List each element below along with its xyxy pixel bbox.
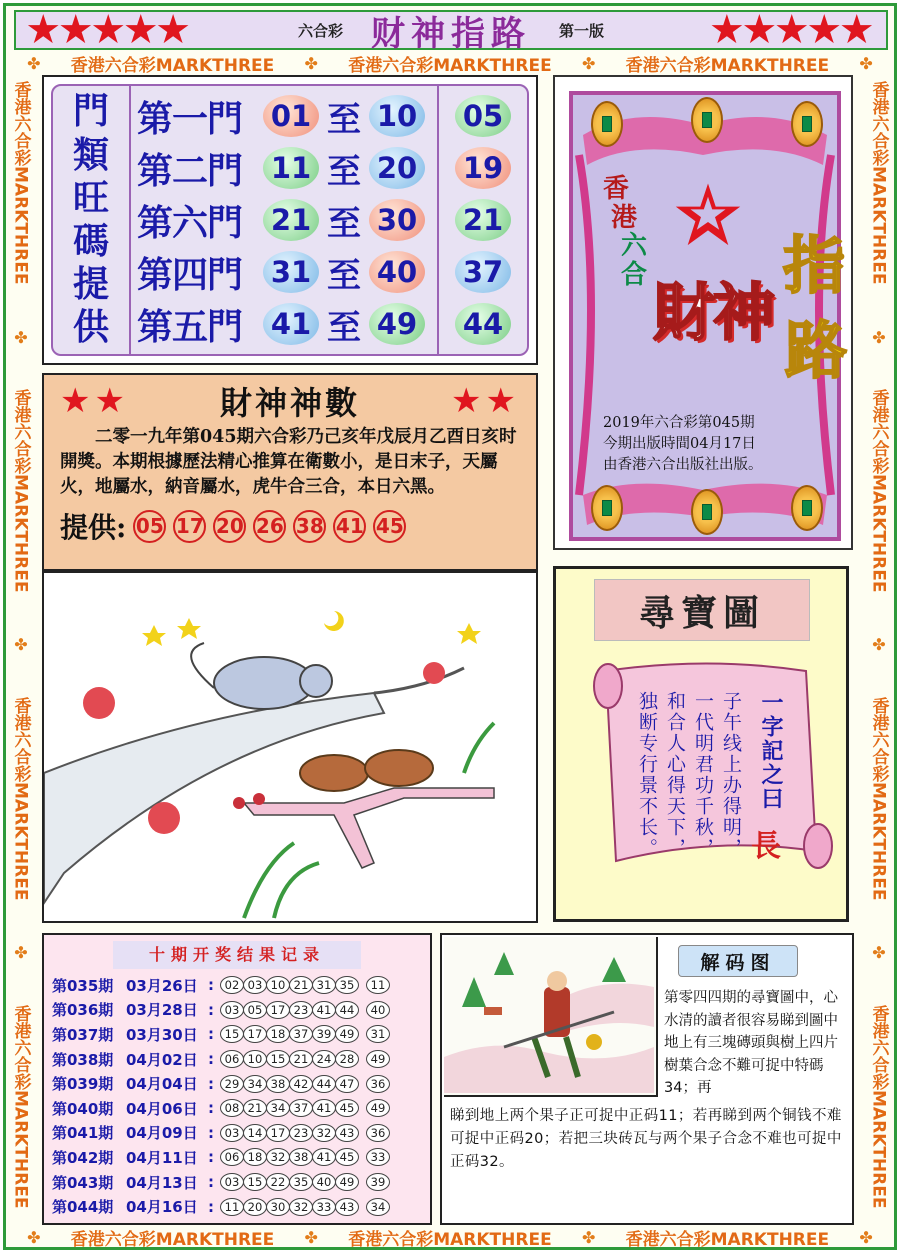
poster-info-line: 今期出版時間04月17日 xyxy=(603,436,756,453)
header-edition: 第一版 xyxy=(559,21,605,40)
clover-icon: ✤ xyxy=(304,1227,318,1247)
record-number: 15 xyxy=(243,1173,267,1191)
record-number: 49 xyxy=(335,1173,359,1191)
record-row xyxy=(52,1022,422,1047)
record-row xyxy=(52,1194,422,1219)
record-number: 21 xyxy=(289,976,313,994)
record-period: 第035期 xyxy=(52,976,114,995)
door-to-word: 至 xyxy=(327,151,361,192)
record-number: 47 xyxy=(335,1075,359,1093)
record-number: 37 xyxy=(289,1025,313,1043)
circled-number: 38 xyxy=(293,510,326,543)
number-ball: 40 xyxy=(369,251,425,293)
record-period: 第043期 xyxy=(52,1173,114,1192)
number-ball: 21 xyxy=(263,199,319,241)
border-text: 香港六合彩MARKTHREE xyxy=(10,389,31,593)
record-date: 04月02日 xyxy=(126,1050,198,1069)
record-number: 38 xyxy=(266,1075,290,1093)
clover-icon: ✤ xyxy=(14,635,28,655)
record-number: 35 xyxy=(289,1173,313,1191)
record-date: 04月09日 xyxy=(126,1124,198,1143)
record-number: 15 xyxy=(266,1050,290,1068)
record-special-number: 36 xyxy=(366,1075,390,1093)
poem-column: 一代明君功千秋， xyxy=(692,691,714,859)
record-date: 03月26日 xyxy=(126,976,198,995)
record-colon: : xyxy=(208,1025,214,1044)
record-number: 06 xyxy=(220,1148,244,1166)
clover-icon: ✤ xyxy=(14,943,28,963)
record-number: 34 xyxy=(266,1099,290,1117)
record-number: 21 xyxy=(289,1050,313,1068)
door-label-column xyxy=(53,86,131,354)
number-ball: 30 xyxy=(369,199,425,241)
record-number: 17 xyxy=(266,1001,290,1019)
clover-icon: ✤ xyxy=(581,1227,596,1247)
record-colon: : xyxy=(208,1123,214,1142)
record-number: 03 xyxy=(243,976,267,994)
coin-icon xyxy=(791,485,823,531)
number-ball: 41 xyxy=(263,303,319,345)
clover-icon: ✤ xyxy=(304,53,318,73)
number-ball: 20 xyxy=(369,147,425,189)
record-number: 29 xyxy=(220,1075,244,1093)
record-number: 30 xyxy=(266,1198,290,1216)
record-special-number: 40 xyxy=(366,1001,390,1019)
clover-icon: ✤ xyxy=(27,1227,41,1247)
record-number: 05 xyxy=(243,1001,267,1019)
record-period: 第041期 xyxy=(52,1124,114,1143)
record-special-number: 34 xyxy=(366,1198,390,1216)
record-number: 14 xyxy=(243,1124,267,1142)
shenshu-stars-right: ★★ xyxy=(451,381,520,421)
record-date: 04月16日 xyxy=(126,1198,198,1217)
record-colon: : xyxy=(208,1074,214,1093)
clover-icon: ✤ xyxy=(14,327,28,347)
record-row xyxy=(52,1121,422,1146)
record-row xyxy=(52,1096,422,1121)
record-period: 第037期 xyxy=(52,1025,114,1044)
poster-side-char: 港 xyxy=(611,202,638,233)
poem-column: 和合人心得天下， xyxy=(664,691,686,859)
record-rows xyxy=(52,973,422,1219)
riddle-answer: 長 xyxy=(751,829,781,864)
border-text: 香港六合彩MARKTHREE xyxy=(348,55,552,74)
record-number: 43 xyxy=(335,1124,359,1142)
record-special-number: 33 xyxy=(366,1148,390,1166)
hunter-illustration-image xyxy=(444,937,654,1093)
star-icon xyxy=(673,180,743,250)
border-strip-top xyxy=(12,52,888,74)
border-text: 香港六合彩MARKTHREE xyxy=(868,697,889,901)
shenshu-stars-left: ★★ xyxy=(60,381,129,421)
record-number: 22 xyxy=(266,1173,290,1191)
header-stars-left: ★★★★★ xyxy=(28,10,191,50)
door-extra-ball: 19 xyxy=(455,147,511,189)
border-text: 香港六合彩MARKTHREE xyxy=(868,389,889,593)
shenshu-panel xyxy=(42,373,538,571)
record-date: 04月04日 xyxy=(126,1075,198,1094)
record-number: 18 xyxy=(243,1148,267,1166)
clover-icon: ✤ xyxy=(872,635,886,655)
clover-icon: ✤ xyxy=(581,53,596,73)
poster-lu-text: 路 xyxy=(785,314,848,387)
door-name: 第六門 xyxy=(137,201,243,244)
door-label-char: 提 xyxy=(72,263,109,306)
record-row xyxy=(52,1071,422,1096)
record-number: 32 xyxy=(312,1124,336,1142)
border-text: 香港六合彩MARKTHREE xyxy=(10,81,31,285)
poster-side-char: 合 xyxy=(621,259,648,290)
shenshu-numbers-label: 提供: xyxy=(60,511,127,544)
poster-side-text xyxy=(603,175,647,289)
border-text: 香港六合彩MARKTHREE xyxy=(348,1229,552,1248)
poster-caishen-text: 財神 xyxy=(653,276,774,349)
door-label-char: 類 xyxy=(72,133,109,176)
record-number: 43 xyxy=(335,1198,359,1216)
record-special-number: 49 xyxy=(366,1050,390,1068)
treasure-map-panel xyxy=(553,566,849,922)
record-number: 33 xyxy=(312,1198,336,1216)
door-label-char: 碼 xyxy=(72,220,109,262)
poster-zhi-text: 指 xyxy=(783,229,846,302)
border-text: 香港六合彩MARKTHREE xyxy=(70,55,275,74)
border-strip-left xyxy=(8,60,34,1230)
door-label-char: 門 xyxy=(72,90,109,133)
door-name: 第二門 xyxy=(137,149,243,192)
door-name: 第一門 xyxy=(137,97,243,140)
record-number: 37 xyxy=(289,1099,313,1117)
record-colon: : xyxy=(208,1050,214,1069)
record-special-number: 49 xyxy=(366,1099,390,1117)
border-text: 香港六合彩MARKTHREE xyxy=(10,1005,31,1209)
record-colon: : xyxy=(208,1000,214,1019)
record-number: 18 xyxy=(266,1025,290,1043)
shenshu-title: 財神神數 xyxy=(219,384,360,422)
border-text: 香港六合彩MARKTHREE xyxy=(868,81,889,285)
coin-icon xyxy=(791,101,823,147)
decode-panel xyxy=(440,933,854,1225)
record-number: 34 xyxy=(243,1075,267,1093)
circled-number: 41 xyxy=(333,510,366,543)
record-special-number: 39 xyxy=(366,1173,390,1191)
shenshu-numbers xyxy=(60,506,520,546)
number-ball: 11 xyxy=(263,147,319,189)
header-stars-right: ★★★★★ xyxy=(711,10,874,50)
record-number: 35 xyxy=(335,976,359,994)
record-number: 31 xyxy=(312,976,336,994)
record-number: 08 xyxy=(220,1099,244,1117)
record-period: 第039期 xyxy=(52,1075,114,1094)
record-special-number: 11 xyxy=(366,976,390,994)
record-number: 41 xyxy=(312,1099,336,1117)
record-colon: : xyxy=(208,976,214,995)
record-period: 第042期 xyxy=(52,1148,114,1167)
record-number: 23 xyxy=(289,1001,313,1019)
number-ball: 01 xyxy=(263,95,319,137)
record-number: 10 xyxy=(266,976,290,994)
border-text: 香港六合彩MARKTHREE xyxy=(868,1005,889,1209)
record-colon: : xyxy=(208,1197,214,1216)
record-number: 44 xyxy=(312,1075,336,1093)
record-number: 17 xyxy=(266,1124,290,1142)
door-row xyxy=(137,247,431,297)
record-row xyxy=(52,973,422,998)
record-number: 03 xyxy=(220,1124,244,1142)
record-number: 06 xyxy=(220,1050,244,1068)
record-colon: : xyxy=(208,1173,214,1192)
circled-number: 17 xyxy=(173,510,206,543)
door-label-char: 旺 xyxy=(72,176,109,219)
record-number: 24 xyxy=(312,1050,336,1068)
record-number: 23 xyxy=(289,1124,313,1142)
record-number: 21 xyxy=(243,1099,267,1117)
door-extra-ball: 05 xyxy=(455,95,511,137)
door-row xyxy=(137,143,431,193)
record-number: 10 xyxy=(243,1050,267,1068)
circled-number: 20 xyxy=(213,510,246,543)
decode-text-upper: 第零四四期的尋寶圖中，心水清的讀者很容易睇到圖中地上有三塊磚頭與樹上四片樹葉合念不難可捉中特碼34；再 xyxy=(664,990,838,1096)
record-number: 11 xyxy=(220,1198,244,1216)
poster-side-char: 六 xyxy=(621,231,648,262)
riddle-text: 一字記之曰 xyxy=(758,691,784,811)
record-colon: : xyxy=(208,1099,214,1118)
door-extra-ball: 21 xyxy=(455,199,511,241)
number-ball: 31 xyxy=(263,251,319,293)
record-number: 40 xyxy=(312,1173,336,1191)
circled-number: 05 xyxy=(133,510,166,543)
record-special-number: 31 xyxy=(366,1025,390,1043)
record-number: 38 xyxy=(289,1148,313,1166)
number-ball: 49 xyxy=(369,303,425,345)
record-period: 第038期 xyxy=(52,1050,114,1069)
poster-side-char: 香 xyxy=(603,174,630,204)
coin-icon xyxy=(691,489,723,535)
record-period: 第036期 xyxy=(52,1001,114,1020)
border-text: 香港六合彩MARKTHREE xyxy=(70,1229,275,1248)
record-row xyxy=(52,1047,422,1072)
record-number: 42 xyxy=(289,1075,313,1093)
door-row xyxy=(137,299,431,349)
border-text: 香港六合彩MARKTHREE xyxy=(625,1229,830,1248)
record-row xyxy=(52,1170,422,1195)
record-date: 04月13日 xyxy=(126,1173,198,1192)
hunter-illustration xyxy=(444,937,658,1097)
record-date: 03月30日 xyxy=(126,1025,198,1044)
circled-number: 26 xyxy=(253,510,286,543)
record-number: 15 xyxy=(220,1025,244,1043)
poster-info xyxy=(603,413,763,476)
door-to-word: 至 xyxy=(327,307,361,348)
record-period: 第040期 xyxy=(52,1099,114,1118)
record-number: 28 xyxy=(335,1050,359,1068)
poem-column: 独断专行景不长。 xyxy=(636,691,658,859)
poem-column: 子午线上办得明， xyxy=(720,691,742,859)
poster-info-line: 2019年六合彩第045期 xyxy=(603,415,755,431)
poster-background xyxy=(569,91,848,541)
door-table xyxy=(51,84,529,356)
record-number: 17 xyxy=(243,1025,267,1043)
decode-title: 解码图 xyxy=(678,945,798,977)
record-number: 41 xyxy=(312,1148,336,1166)
record-number: 20 xyxy=(243,1198,267,1216)
border-text: 香港六合彩MARKTHREE xyxy=(10,697,31,901)
header-lottery-label: 六合彩 xyxy=(297,21,343,40)
door-to-word: 至 xyxy=(327,99,361,140)
record-special-number: 36 xyxy=(366,1124,390,1142)
border-text: 香港六合彩MARKTHREE xyxy=(625,55,830,74)
door-extra-column xyxy=(439,86,527,354)
record-title: 十期开奖结果记录 xyxy=(113,941,361,969)
record-number: 32 xyxy=(266,1148,290,1166)
record-row xyxy=(52,1145,422,1170)
door-to-word: 至 xyxy=(327,255,361,296)
treasure-title: 尋寶圖 xyxy=(594,579,810,641)
record-row xyxy=(52,998,422,1023)
door-row xyxy=(137,195,431,245)
door-label-char: 供 xyxy=(72,306,109,349)
record-number: 39 xyxy=(312,1025,336,1043)
door-row xyxy=(137,91,431,141)
coin-icon xyxy=(591,101,623,147)
record-number: 41 xyxy=(312,1001,336,1019)
record-number: 32 xyxy=(289,1198,313,1216)
clover-icon: ✤ xyxy=(872,327,886,347)
door-name: 第四門 xyxy=(137,253,243,296)
shenshu-text: 二零一九年第045期六合彩乃己亥年戊辰月乙酉日亥时開獎。本期根據歷法精心推算在衛數小，是日末子，天屬火，地屬水，納音屬水，虎牛合三合，本日六黑。 xyxy=(60,427,517,497)
clover-icon: ✤ xyxy=(859,53,873,73)
record-colon: : xyxy=(208,1148,214,1167)
record-date: 04月06日 xyxy=(126,1099,198,1118)
record-number: 02 xyxy=(220,976,244,994)
header-title: 财神指路 xyxy=(371,13,531,54)
border-strip-right xyxy=(866,60,892,1230)
coin-icon xyxy=(591,485,623,531)
door-number-panel xyxy=(42,75,538,365)
record-period: 第044期 xyxy=(52,1198,114,1217)
decode-text-lower: 睇到地上两个果子正可捉中正码11；若再睇到两个铜钱不难可捉中正码20；若把三块砖瓦与两个果子合念不难也可捉中正码32。 xyxy=(450,1108,842,1170)
record-number: 03 xyxy=(220,1173,244,1191)
header-bar xyxy=(14,10,888,54)
circled-number: 45 xyxy=(373,510,406,543)
treasure-scroll xyxy=(586,661,836,881)
border-strip-bottom xyxy=(12,1226,888,1248)
door-to-word: 至 xyxy=(327,203,361,244)
door-extra-ball: 44 xyxy=(455,303,511,345)
rat-branch-illustration xyxy=(42,571,538,923)
record-date: 03月28日 xyxy=(126,1001,198,1020)
results-record-panel xyxy=(42,933,432,1225)
poster-info-line: 由香港六合出版社出版。 xyxy=(603,457,763,474)
record-number: 03 xyxy=(220,1001,244,1019)
coin-icon xyxy=(691,97,723,143)
record-date: 04月11日 xyxy=(126,1148,198,1167)
clover-icon: ✤ xyxy=(27,53,41,73)
clover-icon: ✤ xyxy=(872,943,886,963)
clover-icon: ✤ xyxy=(859,1227,873,1247)
number-ball: 10 xyxy=(369,95,425,137)
door-extra-ball: 37 xyxy=(455,251,511,293)
caishen-poster xyxy=(553,75,853,550)
door-name: 第五門 xyxy=(137,305,243,348)
record-number: 45 xyxy=(335,1148,359,1166)
record-number: 49 xyxy=(335,1025,359,1043)
door-rows xyxy=(131,86,439,354)
record-number: 44 xyxy=(335,1001,359,1019)
record-number: 45 xyxy=(335,1099,359,1117)
rat-illustration-image xyxy=(44,573,536,921)
